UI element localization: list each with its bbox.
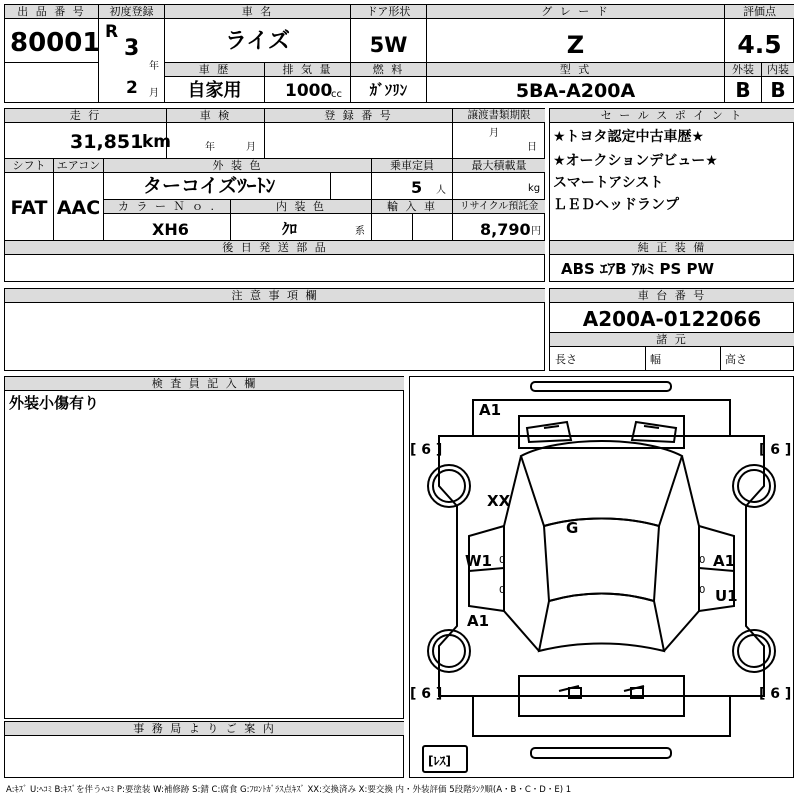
- capacity-header: 乗車定員: [372, 159, 452, 173]
- model-value: 5BA-A200A: [515, 80, 636, 102]
- interior-score: B: [770, 78, 786, 102]
- later-parts-header: 後 日 発 送 部 品: [5, 241, 545, 255]
- lot-number: 80001: [10, 28, 101, 58]
- first-reg-year-unit: 年: [149, 61, 159, 72]
- sales-point-1: ★トヨタ認定中古車歴★: [553, 129, 705, 145]
- transfer-header: 譲渡書類期限: [453, 109, 545, 123]
- recycle-value: 8,790: [480, 220, 531, 239]
- fuel-header: 燃 料: [351, 63, 426, 77]
- equipment-header: 純 正 装 備: [550, 241, 794, 255]
- notes-header: 注 意 事 項 欄: [5, 289, 545, 303]
- specs-length-label: 長さ: [555, 353, 577, 366]
- model-header: 型 式: [427, 63, 724, 77]
- specs-height-label: 高さ: [725, 353, 747, 366]
- door-type: 5W: [369, 33, 408, 57]
- chassis-header: 車 台 番 号: [550, 289, 794, 303]
- interior-color-unit: 系: [355, 226, 365, 237]
- first-reg-header: 初度登録: [99, 5, 164, 19]
- diagram-mark-fender: XX: [487, 492, 511, 510]
- shift-header: シフト: [5, 159, 53, 173]
- score-header: 評価点: [725, 5, 794, 19]
- diagram-mark-right-rear: U1: [715, 587, 738, 605]
- first-reg-month: 2: [126, 78, 138, 98]
- lot-header: 出 品 番 号: [5, 5, 98, 19]
- sales-points-header: セ ー ル ス ポ イ ン ト: [550, 109, 794, 123]
- history-header: 車 歴: [165, 63, 264, 77]
- exterior-header: 外装: [725, 63, 761, 77]
- car-diagram: [409, 376, 794, 778]
- import-header: 輸 入 車: [372, 200, 452, 214]
- capacity-value: 5: [411, 178, 423, 197]
- inspection-month-unit: 月: [246, 142, 256, 153]
- displacement-value: 1000: [285, 81, 333, 101]
- color-no-value: XH6: [152, 220, 189, 239]
- inspector-section: [4, 376, 404, 719]
- diagram-mark-left-rear: A1: [467, 612, 490, 630]
- max-load-unit: kg: [528, 183, 541, 194]
- recycle-unit: 円: [531, 226, 541, 237]
- first-reg-year: 3: [124, 36, 140, 61]
- specs-width-label: 幅: [650, 353, 661, 366]
- score-value: 4.5: [737, 30, 782, 59]
- tire-rear-left: [ 6 ]: [410, 686, 443, 702]
- tire-rear-right: [ 6 ]: [759, 686, 792, 702]
- mileage-header: 走 行: [5, 109, 166, 123]
- history-value: 自家用: [187, 80, 242, 101]
- car-name-header: 車 名: [165, 5, 350, 19]
- door-zero-left-front: 0: [499, 555, 506, 566]
- registration-header: 登 録 番 号: [265, 109, 452, 123]
- mileage-unit: km: [142, 132, 172, 152]
- inspection-header: 車 検: [167, 109, 264, 123]
- aircon-value: AAC: [56, 197, 101, 219]
- diagram-mark-front: A1: [479, 401, 502, 419]
- door-zero-right-front: 0: [699, 555, 706, 566]
- first-reg-era: R: [105, 22, 119, 42]
- interior-header: 内装: [762, 63, 794, 77]
- inspector-text: 外装小傷有り: [9, 394, 100, 412]
- grade-value: Z: [566, 31, 585, 59]
- diagram-mark-glass: G: [566, 519, 579, 537]
- grade-header: グ レ ー ド: [427, 5, 724, 19]
- exterior-color-header: 外 装 色: [104, 159, 371, 173]
- tire-front-right: [ 6 ]: [759, 442, 792, 458]
- interior-color-header: 内 装 色: [231, 200, 371, 214]
- fuel-value: ｶﾞｿﾘﾝ: [369, 81, 408, 99]
- interior-color-value: ｸﾛ: [282, 220, 298, 238]
- door-zero-right-rear: 0: [699, 585, 706, 596]
- car-name: ライズ: [224, 29, 291, 54]
- shift-value: FAT: [10, 197, 48, 219]
- office-header: 事 務 局 よ り ご 案 内: [5, 722, 404, 736]
- inspector-header: 検 査 員 記 入 欄: [5, 377, 404, 391]
- door-header: ドア形状: [351, 5, 426, 19]
- sales-point-4: ＬＥＤヘッドランプ: [553, 197, 679, 213]
- aircon-header: エアコン: [54, 159, 103, 173]
- transfer-day-unit: 日: [527, 142, 537, 153]
- mileage-value: 31,851: [70, 131, 144, 153]
- displacement-unit: cc: [331, 89, 342, 100]
- exterior-color-value: ターコイズﾂｰﾄﾝ: [143, 175, 276, 197]
- transfer-month-unit: 月: [489, 128, 499, 139]
- displacement-header: 排 気 量: [265, 63, 350, 77]
- specs-header: 諸 元: [550, 333, 794, 347]
- tire-front-left: [ 6 ]: [410, 442, 443, 458]
- capacity-unit: 人: [436, 185, 446, 196]
- max-load-header: 最大積載量: [453, 159, 545, 173]
- spare-tire-label: [ﾚｽ]: [428, 754, 451, 768]
- diagram-mark-right-door: A1: [713, 552, 736, 570]
- recycle-header: リサイクル預託金: [453, 200, 545, 214]
- exterior-score: B: [735, 78, 751, 102]
- first-reg-month-unit: 月: [149, 88, 159, 99]
- inspection-year-unit: 年: [205, 142, 215, 153]
- equipment-value: ABS ｴｱB ｱﾙﾐ PS PW: [561, 260, 715, 278]
- sales-point-2: ★オークションデビュー★: [553, 153, 718, 169]
- sales-point-3: スマートアシスト: [553, 175, 664, 191]
- diagram-mark-left-door: W1: [465, 552, 492, 570]
- legend: A:ｷｽﾞ U:ﾍｺﾐ B:ｷｽﾞを伴うﾍｺﾐ P:要塗装 W:補修跡 S:錆 C:腐食 G:ﾌﾛﾝﾄｶﾞﾗｽ点ｷｽﾞ XX:交換済み X:要交換 内・外装評価 5段階ﾗﾝｸ順(A・B・C・D・E) 1: [6, 785, 572, 795]
- color-no-header: カ ラ ー Ｎ ｏ .: [104, 200, 230, 214]
- door-zero-left-rear: 0: [499, 585, 506, 596]
- chassis-value: A200A-0122066: [582, 307, 762, 331]
